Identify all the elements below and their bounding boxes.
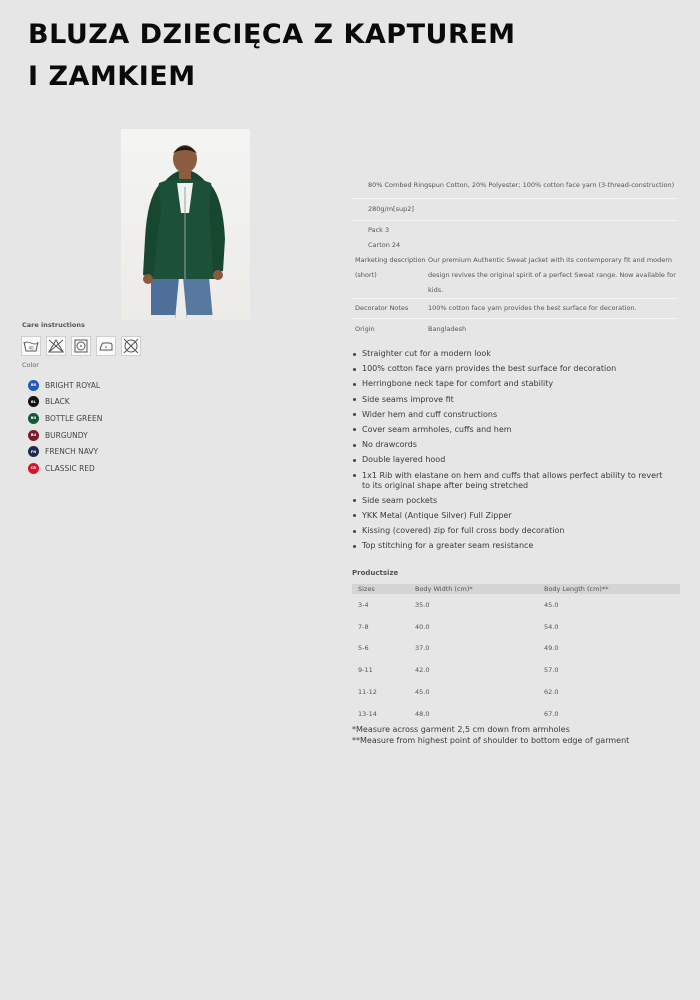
column-header: Body Length (cm)** bbox=[544, 584, 680, 594]
length-cell: 67.0 bbox=[544, 709, 559, 718]
spec-marketing-key: Marketing description (short) bbox=[355, 256, 426, 279]
spec-marketing-value: Our premium Authentic Sweat Jacket with its contemporary fit and modern design revives the original spirit of a perfect Sweat range. Now available for kids. bbox=[428, 256, 676, 294]
spec-table bbox=[352, 176, 678, 337]
color-list bbox=[28, 377, 102, 477]
color-option[interactable] bbox=[28, 377, 102, 394]
size-cell: 7-8 bbox=[358, 622, 369, 631]
feature-item: Wider hem and cuff constructions bbox=[352, 410, 672, 420]
care-instructions-label: Care instructions bbox=[22, 321, 85, 329]
color-option[interactable] bbox=[28, 460, 102, 477]
color-name: CLASSIC RED bbox=[45, 463, 95, 473]
color-swatch: BL bbox=[28, 396, 39, 407]
spec-origin-key: Origin bbox=[355, 325, 375, 333]
width-cell: 35.0 bbox=[415, 600, 430, 609]
table-row bbox=[352, 659, 680, 681]
size-cell: 11-12 bbox=[358, 688, 377, 697]
size-table-header bbox=[352, 584, 680, 594]
spec-carton: Carton 24 bbox=[368, 241, 401, 249]
table-row bbox=[352, 681, 680, 703]
feature-item: 100% cotton face yarn provides the best surface for decoration bbox=[352, 364, 672, 374]
color-swatch: FN bbox=[28, 446, 39, 457]
table-row bbox=[352, 703, 680, 725]
feature-item: Straighter cut for a modern look bbox=[352, 349, 672, 359]
spec-decorator-key: Decorator Notes bbox=[355, 304, 409, 312]
length-cell: 62.0 bbox=[544, 688, 559, 697]
width-cell: 37.0 bbox=[415, 644, 430, 653]
feature-item: Kissing (covered) zip for full cross body decoration bbox=[352, 526, 672, 536]
width-cell: 42.0 bbox=[415, 666, 430, 675]
table-row bbox=[352, 616, 680, 638]
size-notes bbox=[352, 725, 629, 746]
size-cell: 3-4 bbox=[358, 600, 369, 609]
length-cell: 45.0 bbox=[544, 600, 559, 609]
color-label: Color bbox=[22, 361, 39, 369]
wash-40-icon bbox=[21, 336, 41, 356]
care-icons bbox=[21, 336, 141, 356]
column-header: Sizes bbox=[352, 584, 415, 594]
width-cell: 45.0 bbox=[415, 688, 430, 697]
title-line-1: BLUZA DZIECIĘCA Z KAPTUREM bbox=[28, 19, 516, 50]
spec-row-carton bbox=[352, 238, 678, 253]
spec-row-weight bbox=[352, 199, 678, 221]
feature-item: No drawcords bbox=[352, 440, 672, 450]
spec-weight: 280g/m[sup2] bbox=[368, 205, 414, 213]
spec-row-marketing bbox=[352, 253, 678, 299]
color-name: BRIGHT ROYAL bbox=[45, 380, 100, 390]
spec-decorator-value: 100% cotton face yarn provides the best surface for decoration. bbox=[428, 304, 637, 312]
spec-composition: 80% Combed Ringspun Cotton, 20% Polyester; 100% cotton face yarn (3-thread-construction) bbox=[368, 181, 675, 189]
size-heading: Productsize bbox=[352, 569, 399, 577]
feature-item: Side seams improve fit bbox=[352, 395, 672, 405]
color-name: BLACK bbox=[45, 397, 70, 407]
size-cell: 13-14 bbox=[358, 709, 377, 718]
color-swatch: BR bbox=[28, 380, 39, 391]
width-cell: 48.0 bbox=[415, 709, 430, 718]
spec-row-origin bbox=[352, 319, 678, 337]
color-swatch: BU bbox=[28, 430, 39, 441]
no-dry-clean-icon bbox=[121, 336, 141, 356]
page-title bbox=[28, 14, 648, 98]
color-name: BURGUNDY bbox=[45, 430, 88, 440]
length-cell: 49.0 bbox=[544, 644, 559, 653]
length-cell: 57.0 bbox=[544, 666, 559, 675]
length-cell: 54.0 bbox=[544, 622, 559, 631]
svg-text:40: 40 bbox=[28, 345, 34, 351]
color-option[interactable] bbox=[28, 427, 102, 444]
color-swatch: CR bbox=[28, 463, 39, 474]
feature-list bbox=[352, 349, 672, 556]
product-photo bbox=[121, 129, 250, 320]
title-line-2: I ZAMKIEM bbox=[28, 61, 196, 92]
feature-item: 1x1 Rib with elastane on hem and cuffs that allows perfect ability to revert to its original shape after being stretched bbox=[352, 471, 672, 491]
spec-origin-value: Bangladesh bbox=[428, 325, 467, 333]
no-bleach-icon bbox=[46, 336, 66, 356]
spec-row-composition bbox=[352, 176, 678, 199]
spec-row-decorator bbox=[352, 299, 678, 319]
size-cell: 5-6 bbox=[358, 644, 369, 653]
iron-icon bbox=[96, 336, 116, 356]
column-header: Body Width (cm)* bbox=[415, 584, 544, 594]
size-note-1: *Measure across garment 2,5 cm down from armholes bbox=[352, 725, 570, 734]
size-cell: 9-11 bbox=[358, 666, 373, 675]
color-option[interactable] bbox=[28, 394, 102, 411]
color-swatch: BG bbox=[28, 413, 39, 424]
spec-pack: Pack 3 bbox=[368, 226, 390, 234]
spec-row-pack bbox=[352, 221, 678, 238]
color-option[interactable] bbox=[28, 410, 102, 427]
feature-item: Cover seam armholes, cuffs and hem bbox=[352, 425, 672, 435]
color-option[interactable] bbox=[28, 443, 102, 460]
size-note-2: **Measure from highest point of shoulder to bottom edge of garment bbox=[352, 735, 630, 745]
feature-item: YKK Metal (Antique Silver) Full Zipper bbox=[352, 511, 672, 521]
width-cell: 40.0 bbox=[415, 622, 430, 631]
color-name: BOTTLE GREEN bbox=[45, 413, 103, 423]
size-table bbox=[352, 584, 680, 725]
feature-item: Side seam pockets bbox=[352, 496, 672, 506]
feature-item: Double layered hood bbox=[352, 455, 672, 465]
table-row bbox=[352, 638, 680, 660]
tumble-dry-icon bbox=[71, 336, 91, 356]
feature-item: Herringbone neck tape for comfort and stability bbox=[352, 379, 672, 389]
table-row bbox=[352, 594, 680, 616]
feature-item: Top stitching for a greater seam resistance bbox=[352, 541, 672, 551]
color-name: FRENCH NAVY bbox=[45, 447, 99, 457]
